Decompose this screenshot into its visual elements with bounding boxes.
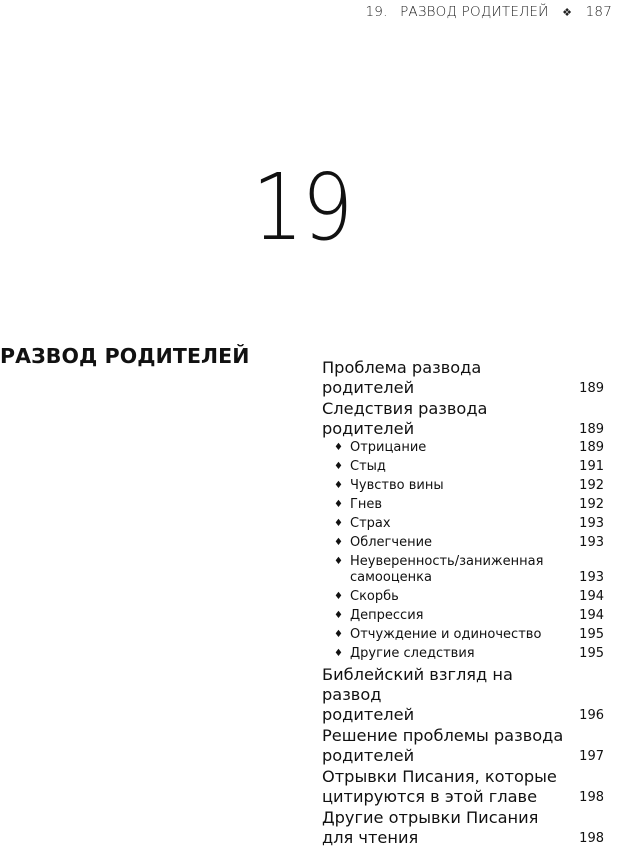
toc-page-number: 196 xyxy=(579,708,604,723)
toc-subitem-grief xyxy=(322,589,606,605)
toc-subitem-denial xyxy=(322,440,606,456)
toc-subitem-relief xyxy=(322,535,606,551)
toc-page-number: 195 xyxy=(579,627,604,642)
toc-page-number: 189 xyxy=(579,381,604,396)
diamond-bullet-icon: ♦ xyxy=(334,629,343,640)
toc-subitem-fear xyxy=(322,516,606,532)
toc-item-scripture-cited xyxy=(322,767,606,807)
toc-item-label-continued: для чтения xyxy=(322,828,419,847)
toc-page-number: 198 xyxy=(579,831,604,846)
toc-item-label: Другие следствия xyxy=(350,646,475,661)
toc-item-label: Отчуждение и одиночество xyxy=(350,627,542,642)
diamond-bullet-icon: ♦ xyxy=(334,537,343,548)
toc-page-number: 193 xyxy=(579,535,604,550)
toc-item-label-continued: самооценка xyxy=(350,570,432,585)
toc-page-number: 195 xyxy=(579,646,604,661)
diamond-separator-icon: ❖ xyxy=(562,6,573,19)
diamond-bullet-icon: ♦ xyxy=(334,610,343,621)
toc-page-number: 193 xyxy=(579,516,604,531)
toc-item-label: Отрицание xyxy=(350,440,427,455)
toc-item-label: Библейский взгляд на развод xyxy=(322,665,513,704)
toc-page-number: 191 xyxy=(579,459,604,474)
header-page-number: 187 xyxy=(585,4,612,20)
toc-subitem-other xyxy=(322,646,606,662)
toc-page-number: 189 xyxy=(579,422,604,437)
toc-item-label: Неуверенность/заниженная xyxy=(350,554,544,569)
table-of-contents xyxy=(322,358,606,849)
toc-item-label: Страх xyxy=(350,516,391,531)
diamond-bullet-icon: ♦ xyxy=(334,442,343,453)
toc-subitem-anger xyxy=(322,497,606,513)
diamond-bullet-icon: ♦ xyxy=(334,461,343,472)
toc-item-label: Отрывки Писания, которые xyxy=(322,767,557,786)
toc-subitem-insecurity xyxy=(322,554,606,586)
header-chapter-name: РАЗВОД РОДИТЕЛЕЙ xyxy=(400,4,549,20)
toc-item-label: Следствия развода родителей xyxy=(322,399,488,438)
toc-item-label-continued: родителей xyxy=(322,705,415,724)
toc-item-biblical-view xyxy=(322,665,606,725)
toc-item-label: Решение проблемы развода xyxy=(322,726,564,745)
toc-item-label: Проблема развода родителей xyxy=(322,358,482,397)
toc-item-label: Облегчение xyxy=(350,535,433,550)
header-chapter-ref: 19. xyxy=(365,4,388,20)
toc-item-label: Другие отрывки Писания xyxy=(322,808,539,827)
toc-subitem-alienation xyxy=(322,627,606,643)
toc-item-problem xyxy=(322,358,606,398)
diamond-bullet-icon: ♦ xyxy=(334,499,343,510)
chapter-title: РАЗВОД РОДИТЕЛЕЙ xyxy=(0,344,250,368)
toc-item-solution xyxy=(322,726,606,766)
toc-page-number: 192 xyxy=(579,478,604,493)
toc-page-number: 194 xyxy=(579,589,604,604)
toc-item-label: Стыд xyxy=(350,459,386,474)
toc-item-consequences xyxy=(322,399,606,439)
diamond-bullet-icon: ♦ xyxy=(334,480,343,491)
diamond-bullet-icon: ♦ xyxy=(334,591,343,602)
toc-page-number: 198 xyxy=(579,790,604,805)
toc-page-number: 189 xyxy=(579,440,604,455)
toc-subitem-shame xyxy=(322,459,606,475)
diamond-bullet-icon: ♦ xyxy=(334,556,343,567)
running-header xyxy=(365,4,612,20)
toc-item-label-continued: цитируются в этой главе xyxy=(322,787,538,806)
toc-item-label: Чувство вины xyxy=(350,478,444,493)
toc-page-number: 194 xyxy=(579,608,604,623)
toc-item-label: Скорбь xyxy=(350,589,399,604)
toc-page-number: 197 xyxy=(579,749,604,764)
toc-page-number: 192 xyxy=(579,497,604,512)
toc-item-label: Гнев xyxy=(350,497,383,512)
toc-item-further-reading xyxy=(322,808,606,848)
toc-subitem-depression xyxy=(322,608,606,624)
diamond-bullet-icon: ♦ xyxy=(334,518,343,529)
toc-page-number: 193 xyxy=(579,570,604,585)
toc-item-label-continued: родителей xyxy=(322,746,415,765)
toc-subitem-guilt xyxy=(322,478,606,494)
diamond-bullet-icon: ♦ xyxy=(334,648,343,659)
chapter-number: 19 xyxy=(252,154,352,261)
toc-item-label: Депрессия xyxy=(350,608,424,623)
